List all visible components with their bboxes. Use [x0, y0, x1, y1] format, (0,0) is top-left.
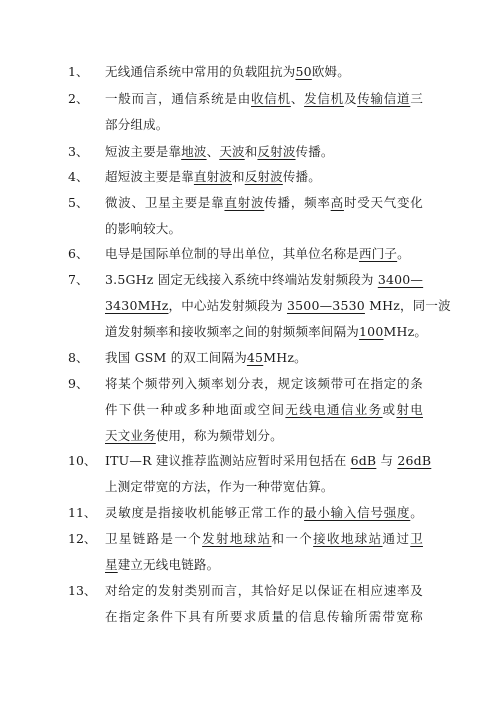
text-segment: 或 — [382, 402, 397, 417]
text-segment: 传播。 — [282, 169, 321, 184]
text-segment: 部分组成。 — [105, 117, 169, 132]
text-segment: MHz。 — [383, 324, 428, 339]
item-number: 1、 — [68, 64, 89, 79]
answer-blank: 100 — [359, 324, 384, 339]
answer-blank: 最小输入信号强度 — [304, 505, 411, 520]
item-text-line — [105, 397, 423, 423]
answer-blank: 地波 — [181, 144, 207, 159]
item-text-line — [105, 216, 423, 242]
item-text-line — [105, 371, 423, 397]
text-segment: 一般而言，通信系统是由 — [105, 91, 251, 106]
answer-blank: 6dB — [350, 453, 377, 468]
item-number: 5、 — [68, 195, 89, 210]
answer-blank: 射电 — [396, 402, 423, 417]
item-number: 9、 — [68, 376, 89, 391]
text-segment: 在指定条件下具有所要求质量的信息传输所需带宽称 — [105, 609, 423, 624]
text-segment: 传播。 — [295, 144, 334, 159]
answer-blank: 高 — [330, 195, 344, 210]
item-text-line — [105, 190, 423, 216]
item-number: 13、 — [68, 583, 97, 598]
answer-blank: 卫 — [410, 531, 423, 546]
text-segment: 通过 — [382, 531, 411, 546]
item-text-line — [105, 526, 423, 552]
item-number: 11、 — [68, 505, 97, 520]
text-segment: 与 — [376, 453, 398, 468]
answer-blank: 天文业务 — [105, 428, 156, 443]
answer-blank: 3500—3530 — [286, 298, 365, 313]
item-text-line — [105, 319, 428, 345]
text-segment: 、 — [206, 144, 220, 159]
text-segment: 的影响较大。 — [105, 221, 182, 236]
answer-blank: 接收地球站 — [313, 531, 383, 546]
item-text-line — [105, 267, 423, 293]
text-segment: 超短波主要是靠 — [105, 169, 194, 184]
text-segment: 卫星链路是一个 — [105, 531, 203, 546]
item-text-line — [105, 423, 423, 449]
item-text-line — [105, 448, 432, 474]
item-text-line — [105, 293, 451, 319]
item-number: 3、 — [68, 144, 89, 159]
item-text-line — [105, 500, 423, 526]
answer-blank: 星 — [105, 557, 118, 572]
text-segment: 道发射频率和接收频率之间的射频频率间隔为 — [105, 324, 360, 339]
item-text-line — [105, 241, 423, 267]
text-segment: 对给定的发射类别而言，其恰好足以保证在相应速率及 — [105, 583, 423, 598]
text-segment: 和 — [232, 169, 245, 184]
item-number: 4、 — [68, 169, 89, 184]
text-segment: 上测定带宽的方法，作为一种带宽估算。 — [105, 479, 334, 494]
text-segment: 电导是国际单位制的导出单位，其单位名称是 — [105, 246, 360, 261]
answer-blank: 发射地球站 — [202, 531, 272, 546]
text-segment: 将某个频带列入频率划分表，规定该频带可在指定的条 — [105, 376, 423, 391]
item-number: 8、 — [68, 350, 89, 365]
item-text-line — [105, 604, 423, 630]
text-segment: 使用，称为频带划分。 — [155, 428, 283, 443]
item-text-line — [105, 474, 423, 500]
answer-blank: 反射波 — [257, 144, 296, 159]
text-segment: 无线通信系统中常用的负载阻抗为 — [105, 64, 296, 79]
text-segment: 欧姆。 — [311, 64, 350, 79]
answer-blank: 天波 — [219, 144, 245, 159]
answer-blank: 3400— — [377, 272, 424, 287]
item-text-line — [105, 164, 423, 190]
answer-blank: 收信机 — [251, 91, 291, 106]
answer-blank: 50 — [295, 64, 312, 79]
text-segment: 3.5GHz 固定无线接入系统中终端站发射频段为 — [105, 272, 378, 287]
item-text-line — [105, 578, 423, 604]
item-number: 2、 — [68, 91, 89, 106]
text-segment: 短波主要是靠 — [105, 144, 182, 159]
text-segment: 和一个 — [271, 531, 314, 546]
item-number: 7、 — [68, 272, 89, 287]
text-segment: 灵敏度是指接收机能够正常工作的 — [105, 505, 305, 520]
text-segment: 件下供一种或多种地面或空间 — [105, 402, 286, 417]
text-segment: 、 — [290, 91, 305, 106]
text-segment: MHz。 — [263, 350, 307, 365]
text-segment: MHz，同一波 — [364, 298, 451, 313]
text-segment: 。 — [397, 246, 410, 261]
item-text-line — [105, 112, 423, 138]
answer-blank: 直射波 — [224, 195, 265, 210]
answer-blank: 反射波 — [244, 169, 283, 184]
item-text-line — [105, 552, 423, 578]
text-segment: 我国 GSM 的双工间隔为 — [105, 350, 247, 365]
text-segment: ，中心站发射频段为 — [168, 298, 287, 313]
item-text-line — [105, 139, 423, 165]
answer-blank: 直射波 — [193, 169, 233, 184]
item-number: 6、 — [68, 246, 89, 261]
text-segment: 时受天气变化 — [343, 195, 423, 210]
item-text-line — [105, 59, 423, 85]
text-segment: ITU—R 建议推荐监测站应暂时采用包括在 — [105, 453, 351, 468]
text-segment: 。 — [410, 505, 423, 520]
answer-blank: 传输信道 — [357, 91, 411, 106]
item-text-line — [105, 345, 423, 371]
item-text-line — [105, 86, 423, 112]
answer-blank: 无线电通信业务 — [285, 402, 383, 417]
item-number: 12、 — [68, 531, 97, 546]
text-segment: 传播，频率 — [264, 195, 331, 210]
answer-blank: 西门子 — [359, 246, 398, 261]
text-segment: 微波、卫星主要是靠 — [105, 195, 225, 210]
answer-blank: 45 — [246, 350, 264, 365]
text-segment: 和 — [244, 144, 258, 159]
item-number: 10、 — [68, 453, 97, 468]
answer-blank: 26dB — [397, 453, 432, 468]
answer-blank: 3430MHz — [105, 298, 169, 313]
answer-blank: 发信机 — [304, 91, 344, 106]
text-segment: 三 — [410, 91, 424, 106]
text-segment: 建立无线电链路。 — [117, 557, 220, 572]
text-segment: 及 — [343, 91, 358, 106]
